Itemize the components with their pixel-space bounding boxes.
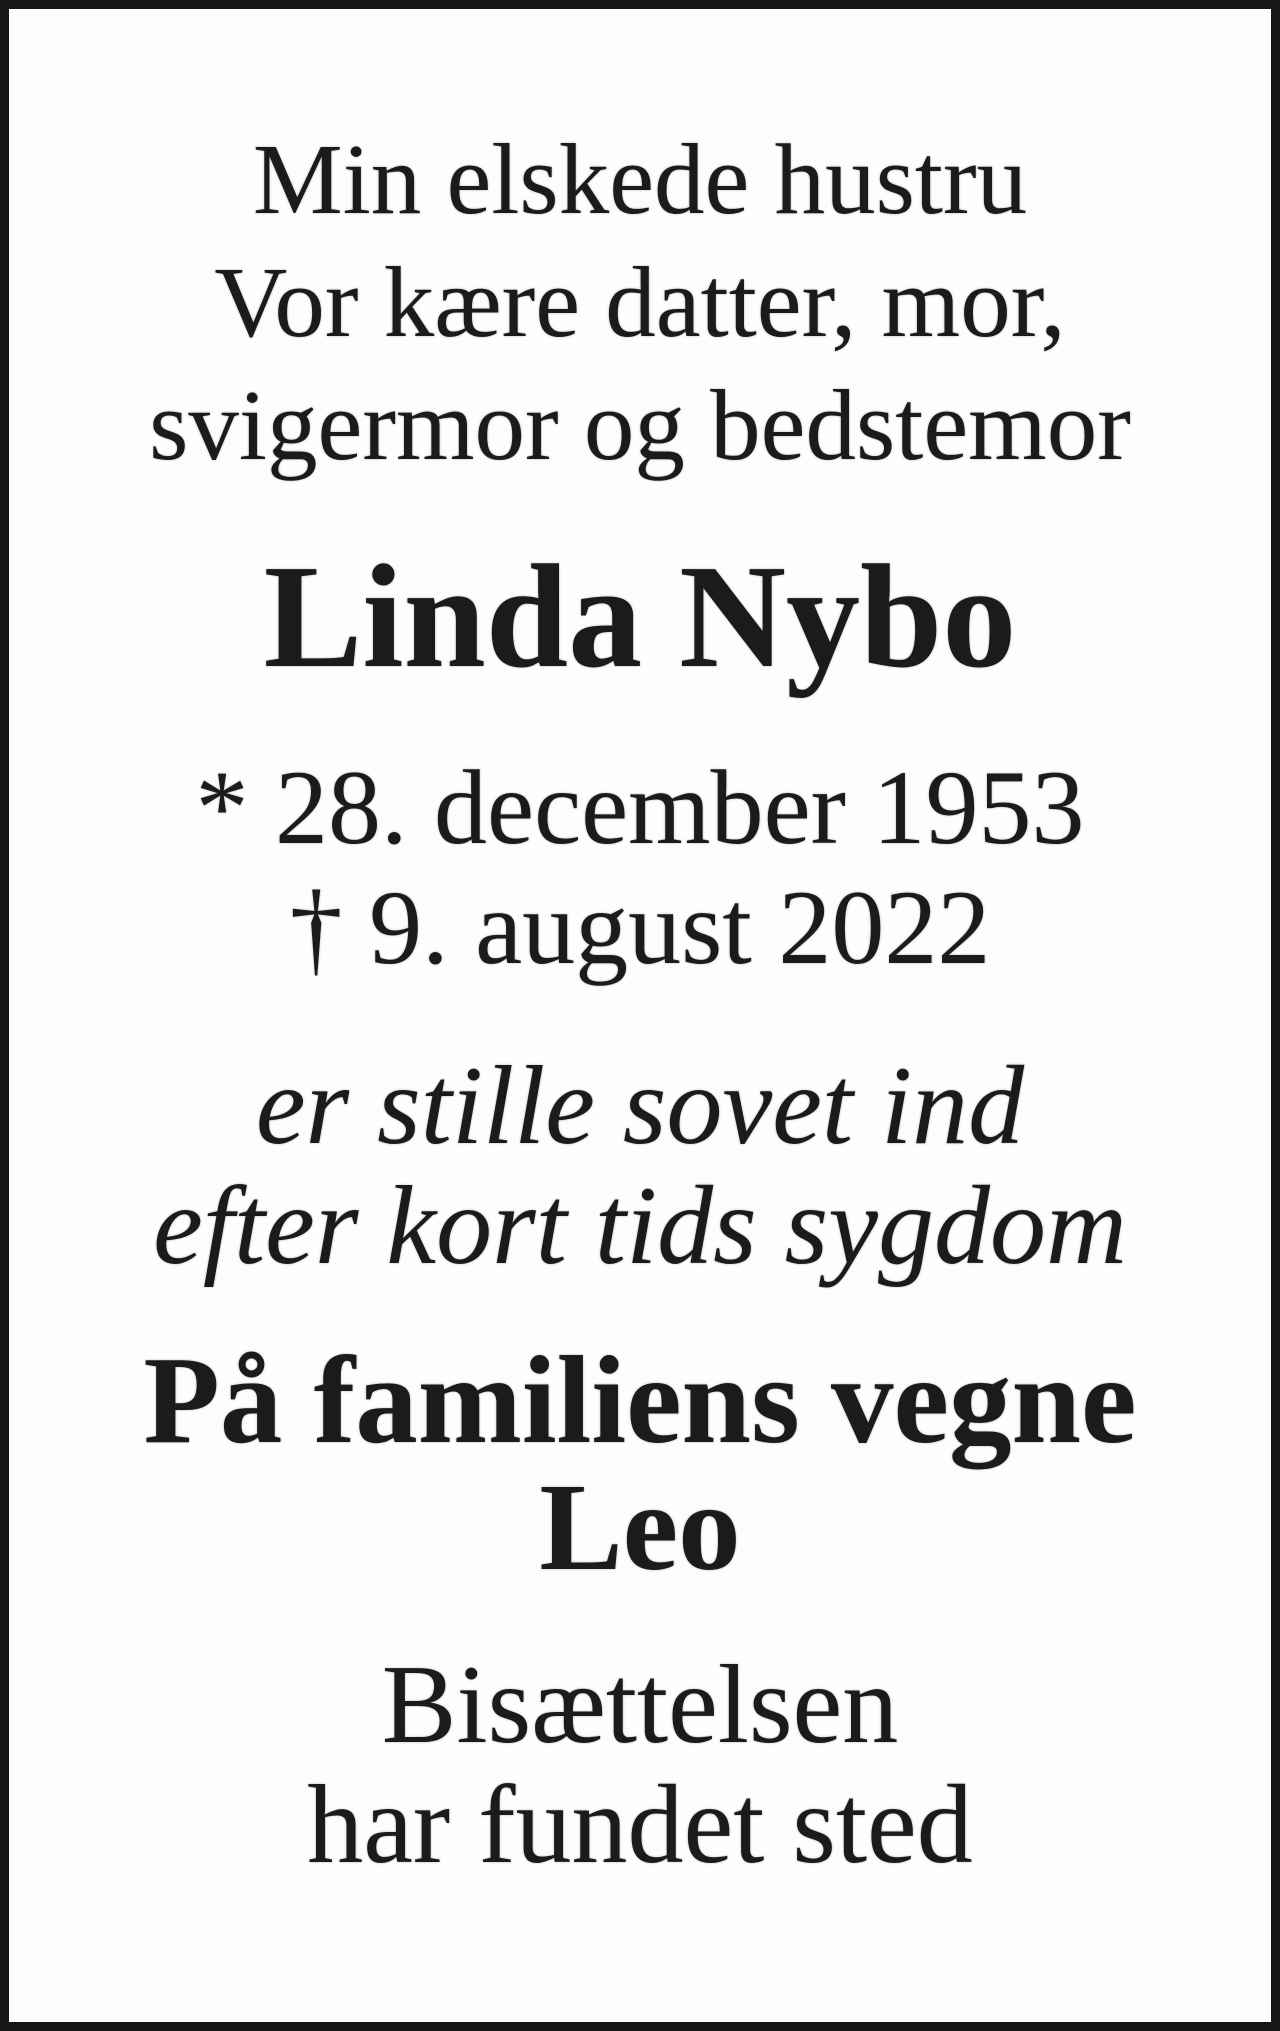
deceased-name: Linda Nybo bbox=[263, 535, 1017, 699]
intro-lines bbox=[9, 118, 1271, 487]
intro-line-1: Min elskede hustru bbox=[252, 123, 1028, 235]
life-dates bbox=[9, 748, 1271, 988]
epitaph-lines bbox=[9, 1046, 1271, 1286]
birth-date-line: * 28. december 1953 bbox=[195, 749, 1085, 866]
closing-line-2: har fundet sted bbox=[307, 1763, 973, 1887]
intro-line-3: svigermor og bedstemor bbox=[149, 369, 1131, 481]
epitaph-line-1: er stille sovet ind bbox=[255, 1044, 1025, 1168]
epitaph-line-2: efter kort tids sygdom bbox=[153, 1164, 1127, 1288]
intro-line-2: Vor kære datter, mor, bbox=[214, 246, 1066, 358]
closing-line-1: Bisættelsen bbox=[381, 1643, 899, 1767]
signoff-name: Leo bbox=[539, 1459, 741, 1597]
signoff-lines bbox=[9, 1332, 1271, 1597]
closing-lines bbox=[9, 1645, 1271, 1885]
death-date-line: † 9. august 2022 bbox=[289, 869, 991, 986]
signoff-line: På familiens vegne bbox=[143, 1332, 1137, 1470]
